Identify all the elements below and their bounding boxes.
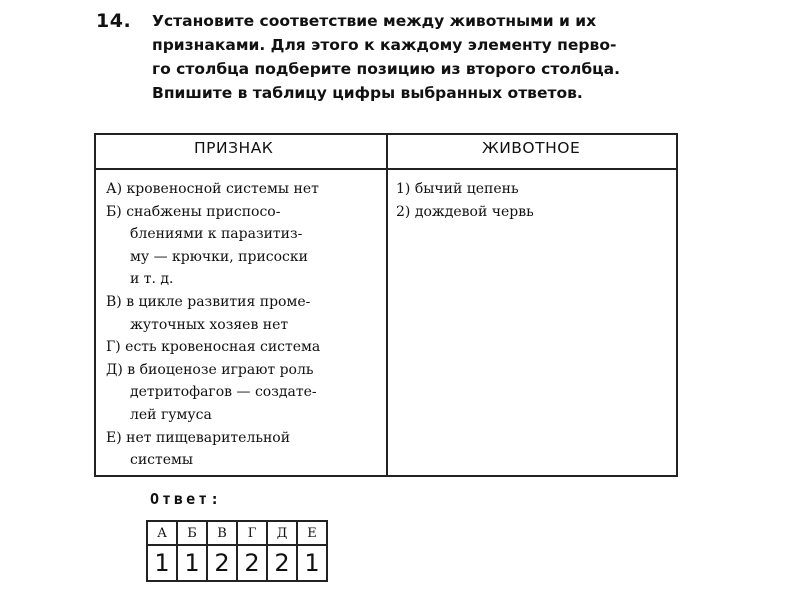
question-line: признаками. Для этого к каждому элементу перво- [152,36,617,54]
header-divider [96,168,676,170]
animal-column-header: ЖИВОТНОЕ [482,139,581,157]
feature-item-e-cont: системы [130,452,194,469]
animal-item-1: 1) бычий цепень [396,181,519,197]
feature-item-b-cont: му — крючки, присоски [130,248,308,265]
feature-item-b-cont: блениями к паразитиз- [130,226,303,243]
answer-table [146,520,328,582]
feature-item-d-cont: лей гумуса [130,406,212,423]
animal-list [396,178,666,223]
answer-digit-cell[interactable]: 2 [267,545,297,581]
feature-item-v-cont: жуточных хозяев нет [130,316,289,333]
answer-letter-cell: Б [177,521,207,545]
feature-item-b-cont: и т. д. [130,271,174,288]
answer-letter-cell: Е [297,521,327,545]
answer-label: Ответ: [150,490,223,508]
feature-column-header: ПРИЗНАК [194,139,274,157]
column-divider [386,135,388,475]
answer-letter-cell: Д [267,521,297,545]
answer-letter-cell: Г [237,521,267,545]
answer-digit-cell[interactable]: 2 [237,545,267,581]
feature-list [106,178,382,472]
feature-item-d-cont: детритофагов — создате- [130,384,317,401]
answer-digit-cell[interactable]: 1 [147,545,177,581]
animal-item-2: 2) дождевой червь [396,203,534,220]
matching-table [94,133,678,477]
feature-item-v: В) в цикле развития проме- [106,293,311,310]
answer-digit-cell[interactable]: 2 [207,545,237,581]
feature-item-a: А) кровеносной системы нет [106,181,319,197]
question-text [152,9,692,105]
answer-digit-cell[interactable]: 1 [297,545,327,581]
feature-item-b: Б) снабжены приспосо- [106,203,281,220]
question-number: 14. [96,10,132,32]
feature-item-g: Г) есть кровеносная система [106,339,321,356]
question-line: го столбца подберите позицию из второго столбца. [152,60,621,78]
question-line: Впишите в таблицу цифры выбранных ответов. [152,84,583,102]
question-line: Установите соответствие между животными и их [152,12,597,30]
answer-letter-cell: А [147,521,177,545]
answer-letter-cell: В [207,521,237,545]
answer-digit-cell[interactable]: 1 [177,545,207,581]
feature-item-e: Е) нет пищеварительной [106,429,291,446]
feature-item-d: Д) в биоценозе играют роль [106,361,314,378]
